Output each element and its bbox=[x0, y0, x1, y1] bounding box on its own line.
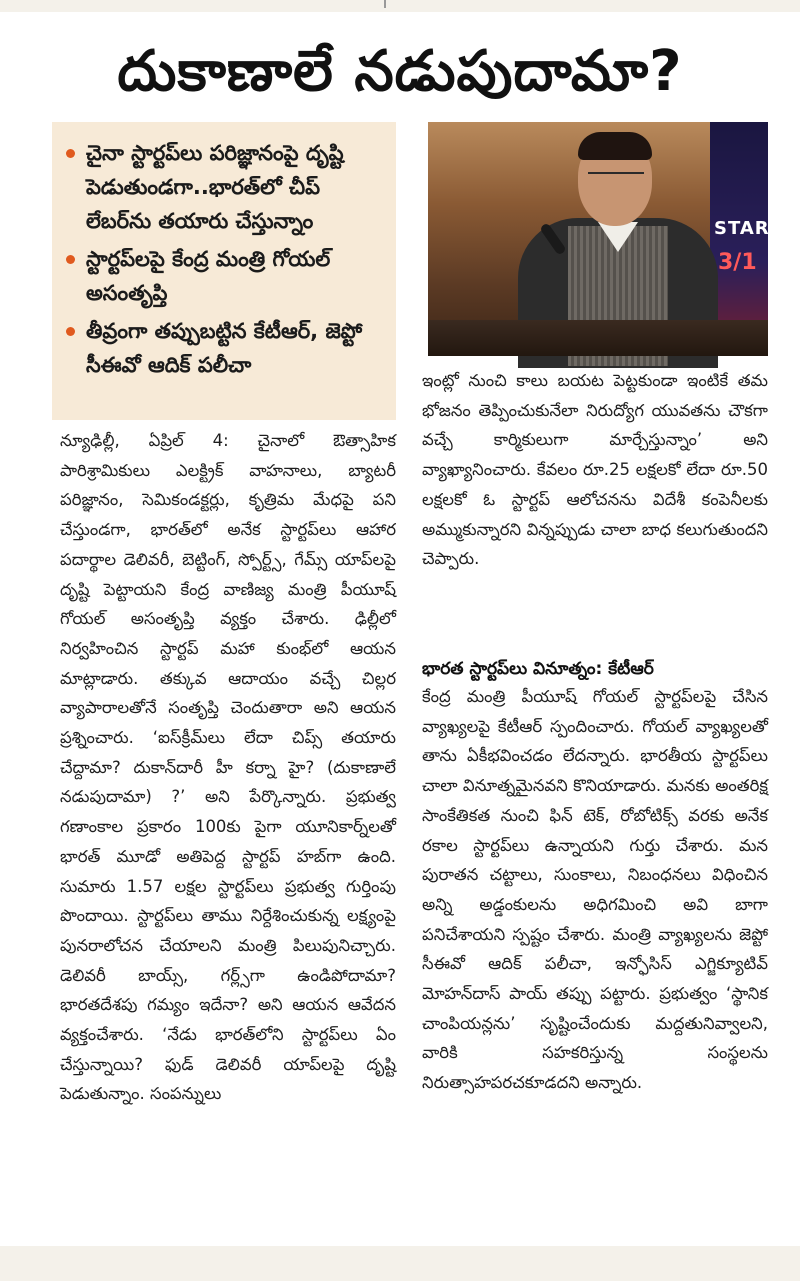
podium bbox=[428, 320, 768, 356]
article-right-column-bottom: కేంద్ర మంత్రి పీయూష్ గోయల్ స్టార్టప్‌లపై చేసిన వ్యాఖ్యలపై కేటీఆర్ స్పందించారు. గోయల్ వ్యాఖ్యలతో తాను ఏకీభవించడం లేదన్నారు. భారతీయ స్టార్టప్‌లు చాలా వినూత్నమైనవని కొనియాడారు. మనకు అంతరిక్ష సాంకేతికత నుంచి ఫిన్ టెక్, రోబోటిక్స్ వరకు అనేక రకాల స్టార్టప్‌లు ఉన్నాయని గుర్తు చేశారు. మన పురాతన చట్టాలు, సుంకాలు, నిబంధనలు విధించిన అన్ని అడ్డంకులను అధిగమించి అవి బాగా పనిచేశాయని స్పష్టం చేశారు. మంత్రి వ్యాఖ్యలను జెప్టో సీఈవో ఆదిక్ పలీచా, ఇన్ఫోసిస్ ఎగ్జిక్యూటివ్ మోహన్‌దాస్ పాయ్ తప్పు పట్టారు. ప్రభుత్వం ‘స్థానిక చాంపియన్లను’ సృష్టించేందుకు మద్దతునివ్వాలని, వారికి సహకరిస్తున్న సంస్థలను నిరుత్సాహపరచకూడదని అన్నారు. bbox=[422, 687, 768, 1093]
page-top-strip bbox=[0, 0, 800, 12]
bullet-dot-icon bbox=[66, 149, 75, 158]
speaker-photo bbox=[428, 122, 798, 356]
article-subhead: భారత స్టార్టప్‌లు వినూత్నం: కేటీఆర్ bbox=[422, 659, 654, 679]
speaker-glasses bbox=[588, 172, 644, 184]
highlight-text: తీవ్రంగా తప్పుబట్టిన కేటీఆర్, జెప్టో సీఈవో ఆదిక్ పలీచా bbox=[86, 319, 363, 377]
article-right-column-top: ఇంట్లో నుంచి కాలు బయట పెట్టకుండా ఇంటికే తమ భోజనం తెప్పించుకునేలా నిరుద్యోగ యువతను చౌకగా వచ్చే కార్మికులుగా మార్చేస్తున్నాం’ అని వ్యాఖ్యానించారు. కేవలం రూ.25 లక్షలకో లేదా రూ.50 లక్షలకో ఓ స్టార్టప్ ఆలోచనను విదేశీ కంపెనీలకు అమ్ముకున్నారని విన్నప్పుడు చాలా బాధ కలుగుతుందని చెప్పారు. bbox=[422, 371, 768, 569]
banner-text: STARTU bbox=[714, 218, 798, 239]
highlight-text: చైనా స్టార్టప్‌లు పరిజ్ఞానంపై దృష్టి పెడుతుండగా..భారత్‌లో చీప్ లేబర్‌ను తయారు చేస్తున్నాం bbox=[86, 141, 344, 233]
bullet-dot-icon bbox=[66, 327, 75, 336]
banner-number: 3/1 bbox=[718, 250, 757, 275]
headline: దుకాణాలే నడుపుదామా? bbox=[117, 39, 683, 104]
bullet-dot-icon bbox=[66, 255, 75, 264]
page-bottom-strip bbox=[0, 1246, 800, 1281]
highlight-item bbox=[66, 242, 386, 310]
page-divider-tick bbox=[384, 0, 386, 8]
highlight-item bbox=[66, 314, 386, 382]
highlight-text: స్టార్టప్‌లపై కేంద్ర మంత్రి గోయల్ అసంతృప్తి bbox=[86, 247, 331, 305]
article-left-column: న్యూఢిల్లీ, ఏప్రిల్ 4: చైనాలో ఔత్సాహిక పారిశ్రామికులు ఎలక్ట్రిక్ వాహనాలు, బ్యాటరీ పరిజ్ఞానం, సెమికండక్టర్లు, కృత్రిమ మేధపై పని చేస్తుండగా, భారత్‌లో అనేక స్టార్టప్‌లు ఆహార పదార్థాల డెలివరీ, బెట్టింగ్, స్పోర్ట్స్, గేమ్స్ యాప్‌లపై దృష్టి పెట్టాయని కేంద్ర వాణిజ్య మంత్రి పీయూష్ గోయల్ అసంతృప్తి వ్యక్తం చేశారు. ఢిల్లీలో నిర్వహించిన స్టార్టప్ మహా కుంభ్‌లో ఆయన మాట్లాడారు. తక్కువ ఆదాయం వచ్చే చిల్లర వ్యాపారాలతోనే సంతృప్తి చెందుతారా అని ఆయన ప్రశ్నించారు. ‘ఐస్‌క్రీమ్‌లు లేదా చిప్స్ తయారు చేద్దామా? దుకాన్‌దారీ హీ కర్నా హై? (దుకాణాలే నడుపుదామా) ?’ అని పేర్కొన్నారు. ప్రభుత్వ గణాంకాల ప్రకారం 100కు పైగా యూనికార్న్‌లతో భారత్ మూడో అతిపెద్ద స్టార్టప్ హబ్‌గా ఉంది. సుమారు 1.57 లక్షల స్టార్టప్‌లు ప్రభుత్వ గుర్తింపు పొందాయి. స్టార్టప్‌లు తాము నిర్దేశించుకున్న లక్ష్యంపై పునరాలోచన చేయాలని మంత్రి పిలుపునిచ్చారు. డెలివరీ బాయ్స్, గర్ల్స్‌గా ఉండిపోదామా? భారతదేశపు గమ్యం ఇదేనా? అని ఆయన ఆవేదన వ్యక్తంచేశారు. ‘నేడు భారత్‌లోని స్టార్టప్‌లు ఏం చేస్తున్నాయి? ఫుడ్ డెలివరీ యాప్‌లపై దృష్టి పెడుతున్నాం. సంపన్నులు bbox=[60, 431, 396, 1104]
speaker-hair bbox=[578, 132, 652, 160]
highlights-box bbox=[52, 122, 396, 420]
highlight-item bbox=[66, 136, 386, 238]
